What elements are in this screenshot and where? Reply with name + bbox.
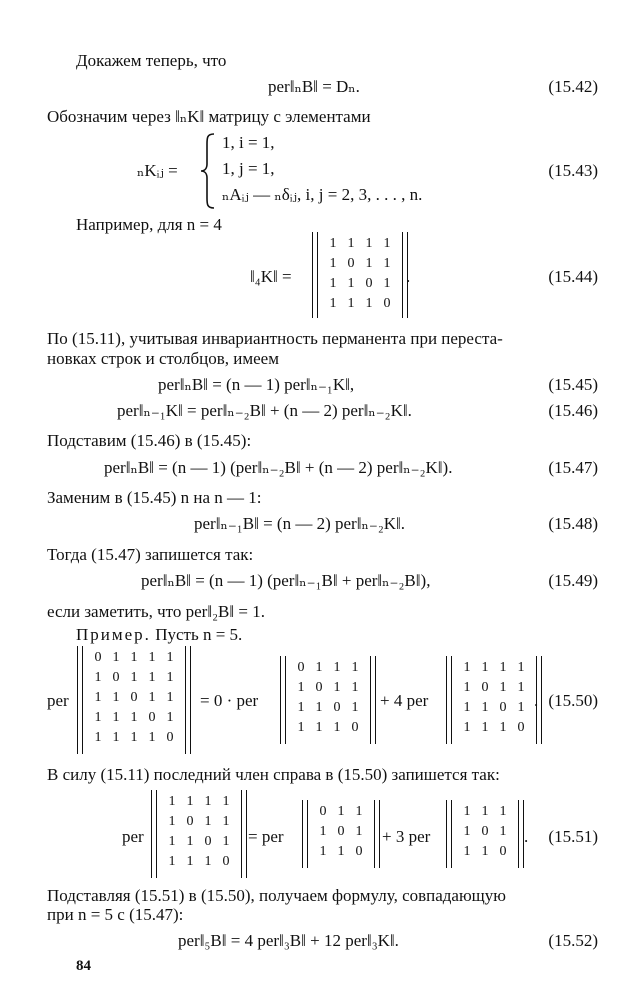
example-text: Пусть n = 5. — [155, 625, 243, 644]
matrix-cell: 0 — [130, 690, 138, 705]
matrix-cell: 1 — [463, 680, 471, 695]
matrix-cell: 1 — [204, 814, 212, 829]
matrix-cell: 1 — [463, 824, 471, 839]
period: . — [524, 827, 529, 846]
matrix-cell: 1 — [297, 680, 305, 695]
matrix-cell: 1 — [186, 854, 194, 869]
matrix-cell: 1 — [94, 730, 102, 745]
matrix-cell: 1 — [463, 700, 471, 715]
equation-15-45: per‖ₙB‖ = (n — 1) per‖ₙ₋₁K‖, — [158, 375, 355, 394]
equation-15-46: per‖ₙ₋₁K‖ = per‖ₙ₋₂B‖ + (n — 2) per‖ₙ₋₂K‖. — [117, 401, 412, 420]
matrix-cell: 1 — [186, 794, 194, 809]
eq-number-15-52: (15.52) — [548, 931, 598, 950]
matrix-cell: 1 — [463, 804, 471, 819]
matrix-cell: 1 — [337, 844, 345, 859]
matrix-cell: 1 — [204, 794, 212, 809]
equation-15-49: per‖ₙB‖ = (n — 1) (per‖ₙ₋₁B‖ + per‖ₙ₋₂B‖), — [141, 571, 431, 590]
text-line-2: Обозначим через ‖ₙK‖ матрицу с элементами — [47, 107, 371, 126]
matrix-cell: 1 — [204, 854, 212, 869]
matrix-cell: 0 — [351, 720, 359, 735]
period: . — [406, 267, 411, 286]
matrix-cell: 1 — [112, 710, 120, 725]
matrix-cell: 0 — [517, 720, 525, 735]
matrix-4x4-b — [446, 656, 542, 744]
matrix-cell: 1 — [130, 650, 138, 665]
matrix-cell: 1 — [130, 670, 138, 685]
matrix-cell: 1 — [168, 834, 176, 849]
matrix-cell: 0 — [499, 844, 507, 859]
matrix-cell: 0 — [333, 700, 341, 715]
text-line-7: Заменим в (15.45) n на n — 1: — [47, 488, 262, 507]
plus-four-per: + 4 per — [380, 691, 429, 710]
matrix-cell: 0 — [481, 680, 489, 695]
matrix-cell: 1 — [481, 660, 489, 675]
eq-number-15-42: (15.42) — [548, 77, 598, 96]
eq-number-15-48: (15.48) — [548, 514, 598, 533]
eq-number-15-50: (15.50) — [548, 691, 598, 710]
matrix-cell: 1 — [351, 660, 359, 675]
matrix-cell: 1 — [329, 236, 337, 251]
text-line-3: Например, для n = 4 — [76, 215, 222, 234]
matrix-cell: 1 — [222, 814, 230, 829]
matrix-cell: 1 — [166, 670, 174, 685]
matrix-cell: 1 — [148, 690, 156, 705]
matrix-cell: 1 — [329, 276, 337, 291]
matrix-cell: 1 — [112, 690, 120, 705]
matrix-cell: 1 — [168, 814, 176, 829]
matrix-cell: 1 — [517, 700, 525, 715]
equation-15-43-case-1: 1, i = 1, — [222, 133, 275, 152]
matrix-cell: 1 — [499, 680, 507, 695]
matrix-cell: 0 — [319, 804, 327, 819]
matrix-cell: 1 — [383, 256, 391, 271]
matrix-K4 — [312, 232, 411, 318]
eq-number-15-46: (15.46) — [548, 401, 598, 420]
eq-number-15-43: (15.43) — [548, 161, 598, 180]
matrix-5x5 — [77, 646, 191, 754]
matrix-cell: 0 — [204, 834, 212, 849]
matrix-cell: 1 — [130, 710, 138, 725]
period: . — [534, 691, 539, 710]
per-label-50: per — [47, 691, 69, 710]
matrix-cell: 1 — [463, 720, 471, 735]
text-line-11: В силу (15.11) последний член справа в (15.50) запишется так: — [47, 765, 500, 784]
matrix-cell: 1 — [222, 794, 230, 809]
matrix-cell: 1 — [355, 824, 363, 839]
matrix-cell: 0 — [315, 680, 323, 695]
matrix-cell: 1 — [383, 276, 391, 291]
matrix-cell: 1 — [347, 236, 355, 251]
matrix-cell: 1 — [499, 660, 507, 675]
eq-number-15-44: (15.44) — [548, 267, 598, 286]
matrix-cell: 1 — [222, 834, 230, 849]
matrix-cell: 1 — [337, 804, 345, 819]
matrix-cell: 1 — [148, 670, 156, 685]
matrix-cell: 1 — [499, 824, 507, 839]
matrix-cell: 1 — [94, 690, 102, 705]
matrix-cell: 1 — [383, 236, 391, 251]
equals-per: = per — [248, 827, 284, 846]
matrix-cell: 1 — [148, 650, 156, 665]
matrix-4x4-a — [280, 656, 376, 744]
matrix-cell: 0 — [94, 650, 102, 665]
text-line-12: Подставляя (15.51) в (15.50), получаем формулу, совпадающую — [47, 886, 506, 905]
matrix-cell: 1 — [148, 730, 156, 745]
matrix-cell: 1 — [329, 296, 337, 311]
matrix-cell: 1 — [186, 834, 194, 849]
matrix-cell: 0 — [347, 256, 355, 271]
equation-15-47: per‖ₙB‖ = (n — 1) (per‖ₙ₋₂B‖ + (n — 2) per‖ₙ₋₂K‖). — [104, 458, 453, 477]
matrix-cell: 0 — [112, 670, 120, 685]
matrix-4x4-c — [151, 790, 247, 878]
matrix-cell: 1 — [351, 680, 359, 695]
matrix-cell: 0 — [383, 296, 391, 311]
matrix-cell: 1 — [329, 256, 337, 271]
equation-15-43-lhs: ₙKᵢⱼ = — [137, 161, 178, 180]
matrix-cell: 0 — [365, 276, 373, 291]
eq-number-15-45: (15.45) — [548, 375, 598, 394]
equation-15-48: per‖ₙ₋₁B‖ = (n — 2) per‖ₙ₋₂K‖. — [194, 514, 406, 533]
equation-15-52: per‖₅B‖ = 4 per‖₃B‖ + 12 per‖₃K‖. — [178, 931, 399, 950]
per-label-51: per — [122, 827, 144, 846]
matrix-cell: 1 — [365, 296, 373, 311]
matrix-cell: 1 — [481, 844, 489, 859]
matrix-3x3-a — [302, 800, 380, 868]
matrix-cell: 1 — [94, 710, 102, 725]
matrix-cell: 0 — [481, 824, 489, 839]
matrix-cell: 1 — [297, 700, 305, 715]
matrix-cell: 1 — [168, 854, 176, 869]
matrix-cell: 1 — [347, 296, 355, 311]
equation-15-43-case-3: ₙAᵢⱼ — ₙδᵢⱼ, i, j = 2, 3, . . . , n. — [222, 185, 423, 204]
matrix-cell: 1 — [130, 730, 138, 745]
matrix-cell: 1 — [333, 720, 341, 735]
matrix-cell: 0 — [166, 730, 174, 745]
example-line — [76, 626, 242, 643]
text-line-9: если заметить, что per‖₂B‖ = 1. — [47, 602, 265, 621]
eq-number-15-51: (15.51) — [548, 827, 598, 846]
matrix-cell: 1 — [319, 824, 327, 839]
matrix-cell: 1 — [499, 720, 507, 735]
matrix-cell: 1 — [315, 660, 323, 675]
matrix-cell: 1 — [166, 690, 174, 705]
matrix-cell: 1 — [517, 660, 525, 675]
matrix-cell: 1 — [481, 720, 489, 735]
text-line-4: По (15.11), учитывая инвариантность перманента при переста- — [47, 329, 503, 348]
example-label: Пример. — [76, 625, 151, 644]
equation-15-44-lhs: ‖₄K‖ = — [250, 267, 292, 286]
matrix-cell: 0 — [148, 710, 156, 725]
matrix-cell: 1 — [112, 730, 120, 745]
equation-15-42: per‖ₙB‖ = Dₙ. — [268, 77, 360, 96]
matrix-cell: 0 — [355, 844, 363, 859]
matrix-cell: 1 — [319, 844, 327, 859]
matrix-cell: 1 — [365, 236, 373, 251]
matrix-cell: 1 — [315, 720, 323, 735]
equation-15-43-case-2: 1, j = 1, — [222, 159, 275, 178]
matrix-cell: 1 — [481, 804, 489, 819]
matrix-cell: 1 — [315, 700, 323, 715]
matrix-cell: 0 — [186, 814, 194, 829]
equals-zero-per: = 0 · per — [200, 691, 259, 710]
matrix-cell: 1 — [166, 710, 174, 725]
page-number: 84 — [76, 958, 91, 974]
matrix-cell: 0 — [337, 824, 345, 839]
matrix-cell: 1 — [333, 660, 341, 675]
text-line-6: Подставим (15.46) в (15.45): — [47, 431, 252, 450]
matrix-cell: 1 — [351, 700, 359, 715]
matrix-cell: 1 — [166, 650, 174, 665]
text-line-5: новках строк и столбцов, имеем — [47, 349, 279, 368]
matrix-cell: 1 — [297, 720, 305, 735]
matrix-3x3-b — [446, 800, 524, 868]
eq-number-15-49: (15.49) — [548, 571, 598, 590]
matrix-cell: 0 — [297, 660, 305, 675]
eq-number-15-47: (15.47) — [548, 458, 598, 477]
matrix-cell: 1 — [112, 650, 120, 665]
text-line-13: при n = 5 с (15.47): — [47, 905, 184, 924]
text-line-1: Докажем теперь, что — [76, 51, 227, 70]
plus-three-per: + 3 per — [382, 827, 431, 846]
matrix-cell: 1 — [355, 804, 363, 819]
matrix-cell: 1 — [481, 700, 489, 715]
matrix-cell: 1 — [499, 804, 507, 819]
matrix-cell: 1 — [517, 680, 525, 695]
matrix-cell: 1 — [168, 794, 176, 809]
matrix-cell: 1 — [333, 680, 341, 695]
left-brace-icon — [200, 132, 216, 210]
matrix-cell: 0 — [499, 700, 507, 715]
matrix-cell: 1 — [365, 256, 373, 271]
matrix-cell: 1 — [463, 844, 471, 859]
matrix-cell: 1 — [463, 660, 471, 675]
matrix-cell: 1 — [94, 670, 102, 685]
text-line-8: Тогда (15.47) запишется так: — [47, 545, 254, 564]
matrix-cell: 1 — [347, 276, 355, 291]
matrix-cell: 0 — [222, 854, 230, 869]
